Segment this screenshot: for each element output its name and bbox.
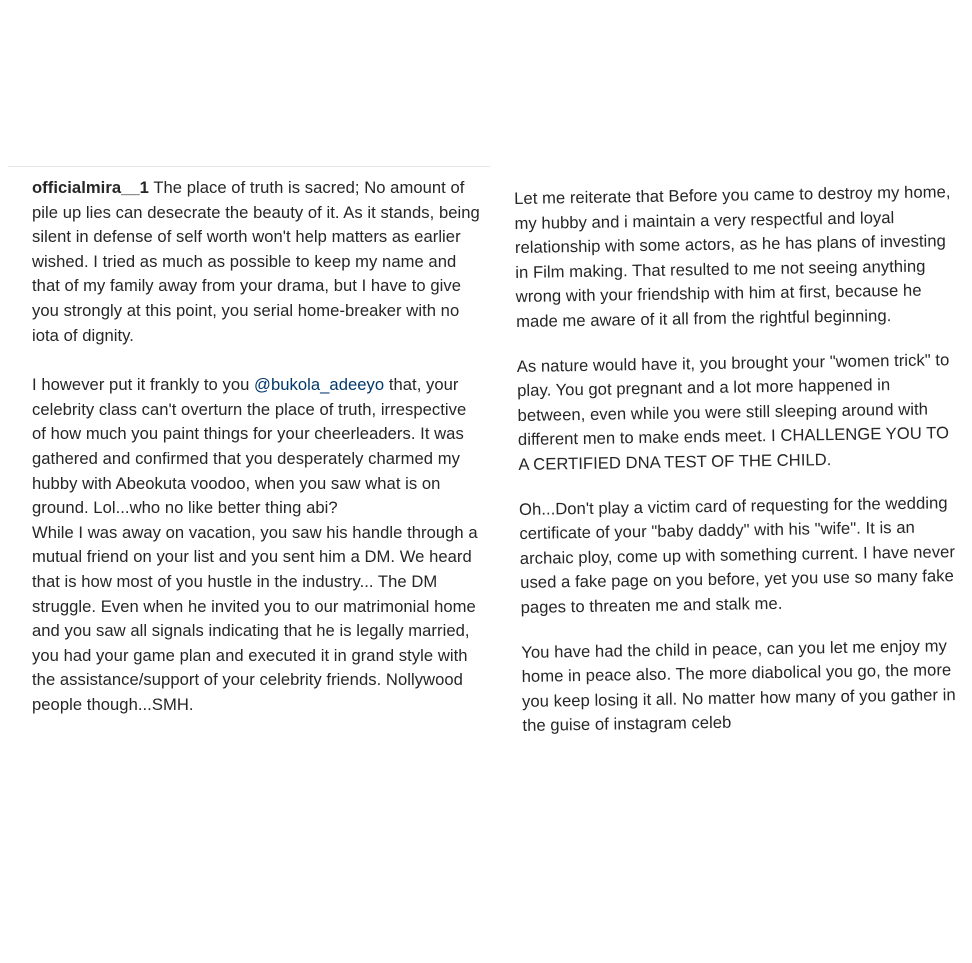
right-paragraph-4: You have had the child in peace, can you let me enjoy my home in peace also. The more diabolical you go, the more you keep losing it all. No matter how many of you gather in the guise of instagram celeb <box>521 635 956 736</box>
right-paragraph-3: Oh...Don't play a victim card of requesting for the wedding certificate of your "baby daddy" with his "wife". It is an archaic ploy, come up with something current. I have never used a fake page on you before, yet you use so many fake pages to threaten me and stalk me. <box>518 492 956 617</box>
caption-paragraph-3: While I was away on vacation, you saw his handle through a mutual friend on your list and you sent him a DM. We heard that is how most of you hustle in the industry... The DM struggle. Even when he invited you to our matrimonial home and you saw all signals indicating that he is legally married, you had your game plan and executed it in grand style with the assistance/support of your celebrity friends. Nollywood people though...SMH. <box>32 522 478 714</box>
caption-text-2b: that, your celebrity class can't overturn the place of truth, irrespective of how much you paint things for your cheerleaders. It was gathered and confirmed that you desperately charmed my hubby with Abeokuta voodoo, when you saw what is on ground. Lol...who no like better thing abi? <box>32 375 467 518</box>
caption-right-column <box>514 180 961 739</box>
caption-paragraph-2 <box>32 373 482 521</box>
caption-paragraph-1 <box>32 176 482 348</box>
username-link[interactable]: officialmira__1 <box>32 178 149 197</box>
caption-text-2a: I however put it frankly to you <box>32 375 255 395</box>
top-divider <box>8 166 490 167</box>
right-paragraph-2: As nature would have it, you brought your "women trick" to play. You got pregnant and a lot more happened in between, even while you were still sleeping around with different men to make ends meet. I CHALLENGE YOU TO A CERTIFIED DNA TEST OF THE CHILD. <box>516 349 950 474</box>
right-paragraph-1: Let me reiterate that Before you came to destroy my home, my hubby and i maintain a very respectful and loyal relationship with some actors, as he has plans of investing in Film making. That resulted to me not seeing anything wrong with your friendship with him at first, because he made me aware of it all from the rightful beginning. <box>514 182 951 331</box>
caption-left-column <box>32 176 482 717</box>
caption-text-1: The place of truth is sacred; No amount of pile up lies can desecrate the beauty of it. As it stands, being silent in defense of self worth won't help matters as earlier wished. I tried as much as possible to keep my name and that of my family away from your drama, but I have to give you strongly at this point, you serial home-breaker with no iota of dignity. <box>32 178 480 345</box>
paragraph-spacer <box>32 348 482 373</box>
mention-link[interactable]: @bukola_adeeyo <box>254 375 385 395</box>
